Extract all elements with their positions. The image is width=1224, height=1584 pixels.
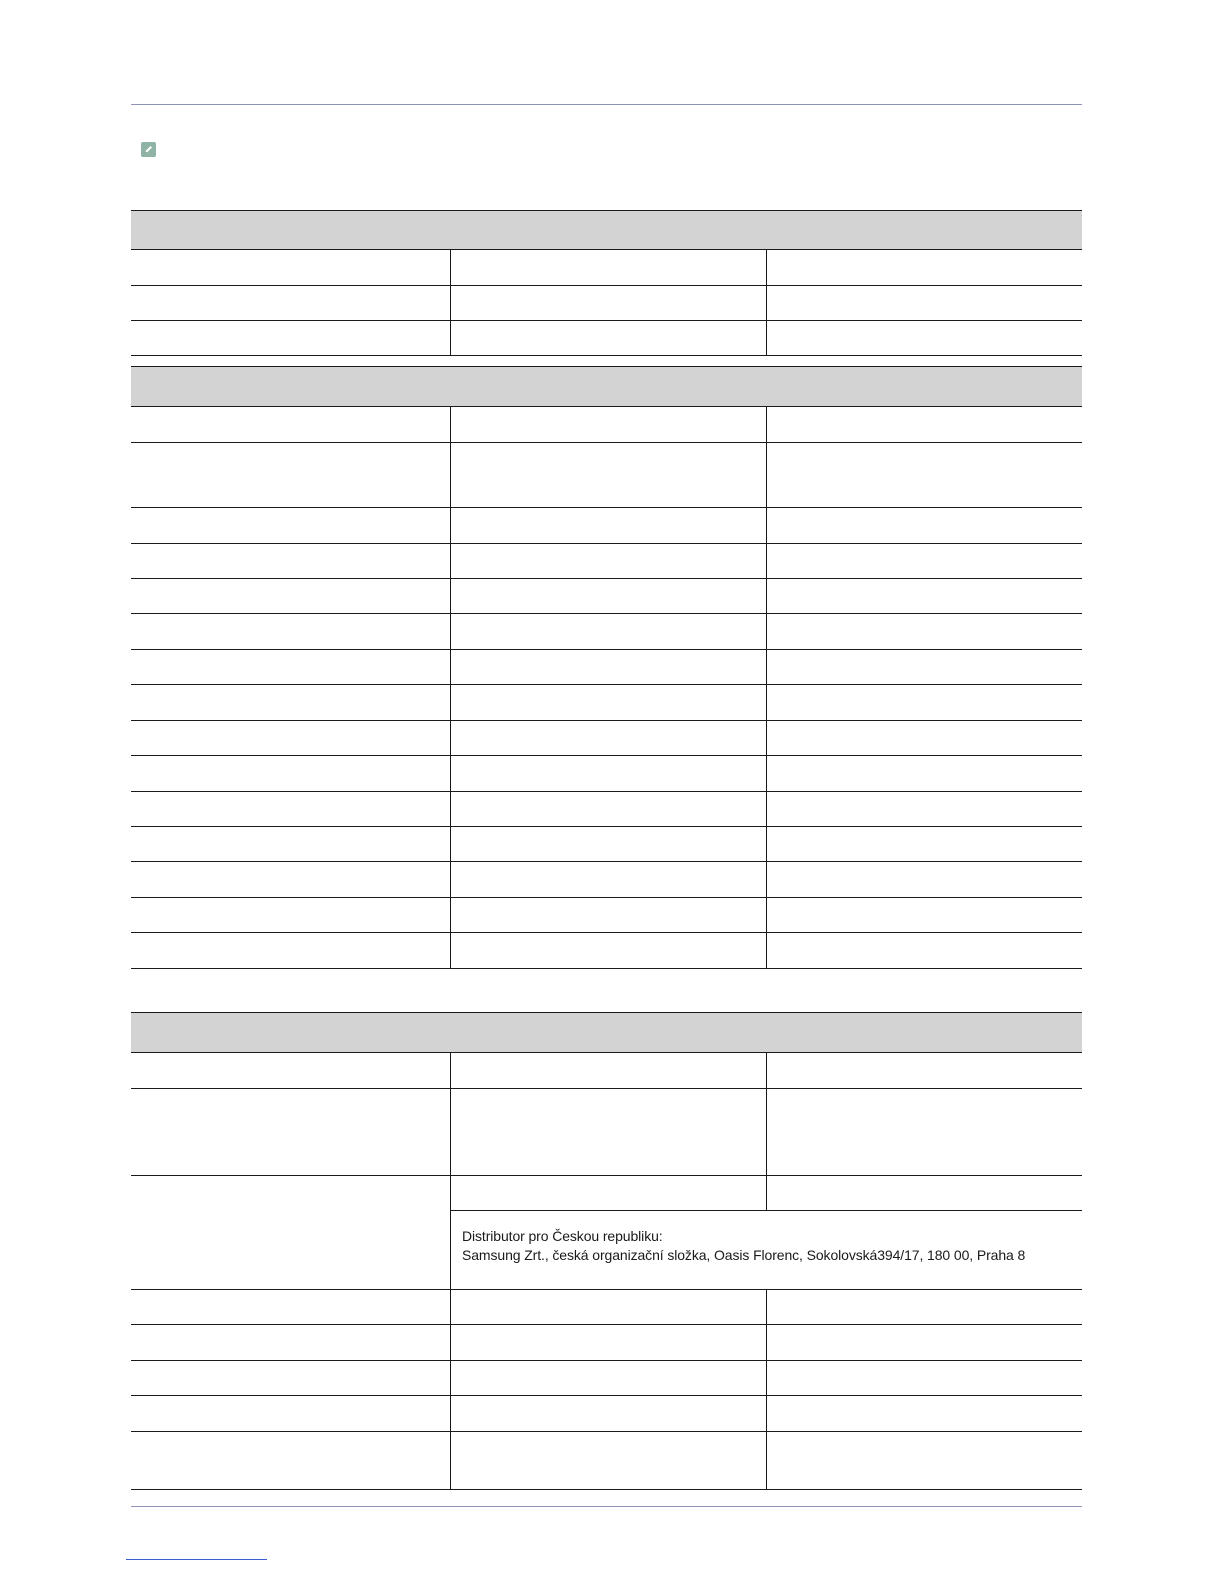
table-row: [131, 1053, 1082, 1089]
table-cell: [767, 407, 1082, 442]
table-row: [451, 1176, 1082, 1211]
footer-link-underline[interactable]: [126, 1559, 267, 1560]
table-cell: [767, 1361, 1082, 1395]
table-cell: [767, 685, 1082, 720]
table-cell: [451, 650, 767, 684]
table-cell: [767, 933, 1082, 968]
table-cell: [451, 321, 767, 355]
table-row: [131, 1361, 1082, 1396]
table-row: [131, 862, 1082, 898]
table-cell: [451, 933, 767, 968]
table-cell: [131, 1176, 451, 1289]
distributor-line-1: Distributor pro Českou republiku:: [462, 1228, 663, 1244]
table-row: [131, 1325, 1082, 1361]
footer-rule: [131, 1506, 1082, 1507]
table-cell: [131, 721, 451, 755]
table-cell: [767, 614, 1082, 649]
table-row: [131, 614, 1082, 650]
table-cell: [451, 579, 767, 613]
table-cell: [451, 1396, 767, 1431]
section-header: [131, 210, 1082, 250]
table-cell: [451, 1089, 767, 1175]
table-row: [131, 1396, 1082, 1432]
header-rule: [131, 104, 1082, 105]
table-cell: [131, 792, 451, 826]
table-row: [131, 508, 1082, 544]
table-cell: [767, 898, 1082, 932]
table-row: [131, 721, 1082, 756]
table-row: [131, 792, 1082, 827]
table-cell: [131, 1053, 451, 1088]
table-cell: [451, 721, 767, 755]
table-cell: [451, 898, 767, 932]
table-cell: [451, 862, 767, 897]
table-cell: [767, 1290, 1082, 1324]
table-cell: [451, 407, 767, 442]
table-cell: [451, 1176, 767, 1210]
table-cell: [131, 321, 451, 355]
table-section-3: [131, 1012, 1082, 1490]
table-cell: [767, 321, 1082, 355]
table-cell: [451, 614, 767, 649]
table-cell: [451, 286, 767, 320]
table-cell: [767, 650, 1082, 684]
table-row: [131, 685, 1082, 721]
table-cell: [131, 862, 451, 897]
table-cell: [767, 544, 1082, 578]
table-section-2: [131, 366, 1082, 969]
distributor-row-group: [131, 1176, 1082, 1290]
table-cell: [131, 1089, 451, 1175]
table-cell: [451, 827, 767, 861]
table-cell: [767, 792, 1082, 826]
table-cell: [131, 250, 451, 285]
table-row: [131, 827, 1082, 862]
table-cell: [451, 1432, 767, 1489]
table-cell: [131, 827, 451, 861]
table-cell: [451, 1053, 767, 1088]
table-cell: [131, 685, 451, 720]
table-row: [131, 321, 1082, 356]
table-cell: [131, 508, 451, 543]
table-cell: [451, 1361, 767, 1395]
table-cell: [767, 1053, 1082, 1088]
table-cell: [767, 756, 1082, 791]
table-cell: [131, 1361, 451, 1395]
table-row: [131, 1432, 1082, 1490]
table-row: [131, 443, 1082, 508]
table-row: [131, 756, 1082, 792]
distributor-note: [451, 1211, 1082, 1288]
note-pencil-icon: [141, 142, 156, 157]
table-cell: [767, 1089, 1082, 1175]
table-row: [131, 1089, 1082, 1176]
table-cell: [451, 544, 767, 578]
table-row: [131, 544, 1082, 579]
table-cell: [131, 933, 451, 968]
table-section-1: [131, 210, 1082, 356]
table-cell: [131, 544, 451, 578]
table-cell: [131, 650, 451, 684]
table-cell: [767, 827, 1082, 861]
section-header: [131, 1012, 1082, 1053]
table-cell: [131, 898, 451, 932]
table-cell: [767, 286, 1082, 320]
table-row: [131, 286, 1082, 321]
table-cell: [767, 1432, 1082, 1489]
table-cell: [451, 443, 767, 507]
table-row: [131, 933, 1082, 969]
table-cell: [451, 685, 767, 720]
table-cell: [451, 792, 767, 826]
table-cell: [131, 756, 451, 791]
table-cell: [451, 508, 767, 543]
table-cell: [131, 1325, 451, 1360]
table-cell: [131, 1290, 451, 1324]
table-cell: [767, 721, 1082, 755]
section-header: [131, 366, 1082, 407]
table-cell: [131, 1396, 451, 1431]
table-cell: [131, 286, 451, 320]
table-cell: [451, 250, 767, 285]
table-row: [131, 579, 1082, 614]
table-cell: [131, 1432, 451, 1489]
table-cell: [767, 1396, 1082, 1431]
table-cell: [451, 1290, 767, 1324]
table-cell: [131, 407, 451, 442]
table-cell: [451, 1325, 767, 1360]
table-cell: [767, 1325, 1082, 1360]
table-cell: [767, 579, 1082, 613]
table-cell: [451, 756, 767, 791]
table-cell: [131, 579, 451, 613]
table-cell: [131, 614, 451, 649]
table-cell: [767, 250, 1082, 285]
distributor-line-2: Samsung Zrt., česká organizační složka, Oasis Florenc, Sokolovská394/17, 180 00, Praha 8: [462, 1247, 1026, 1263]
table-cell: [767, 443, 1082, 507]
table-row: [131, 650, 1082, 685]
table-cell: [767, 508, 1082, 543]
table-row: [131, 407, 1082, 443]
table-cell: [767, 1176, 1082, 1210]
table-row: [131, 250, 1082, 286]
table-cell: [131, 443, 451, 507]
table-row: [131, 898, 1082, 933]
table-cell: [767, 862, 1082, 897]
table-row: [131, 1290, 1082, 1325]
